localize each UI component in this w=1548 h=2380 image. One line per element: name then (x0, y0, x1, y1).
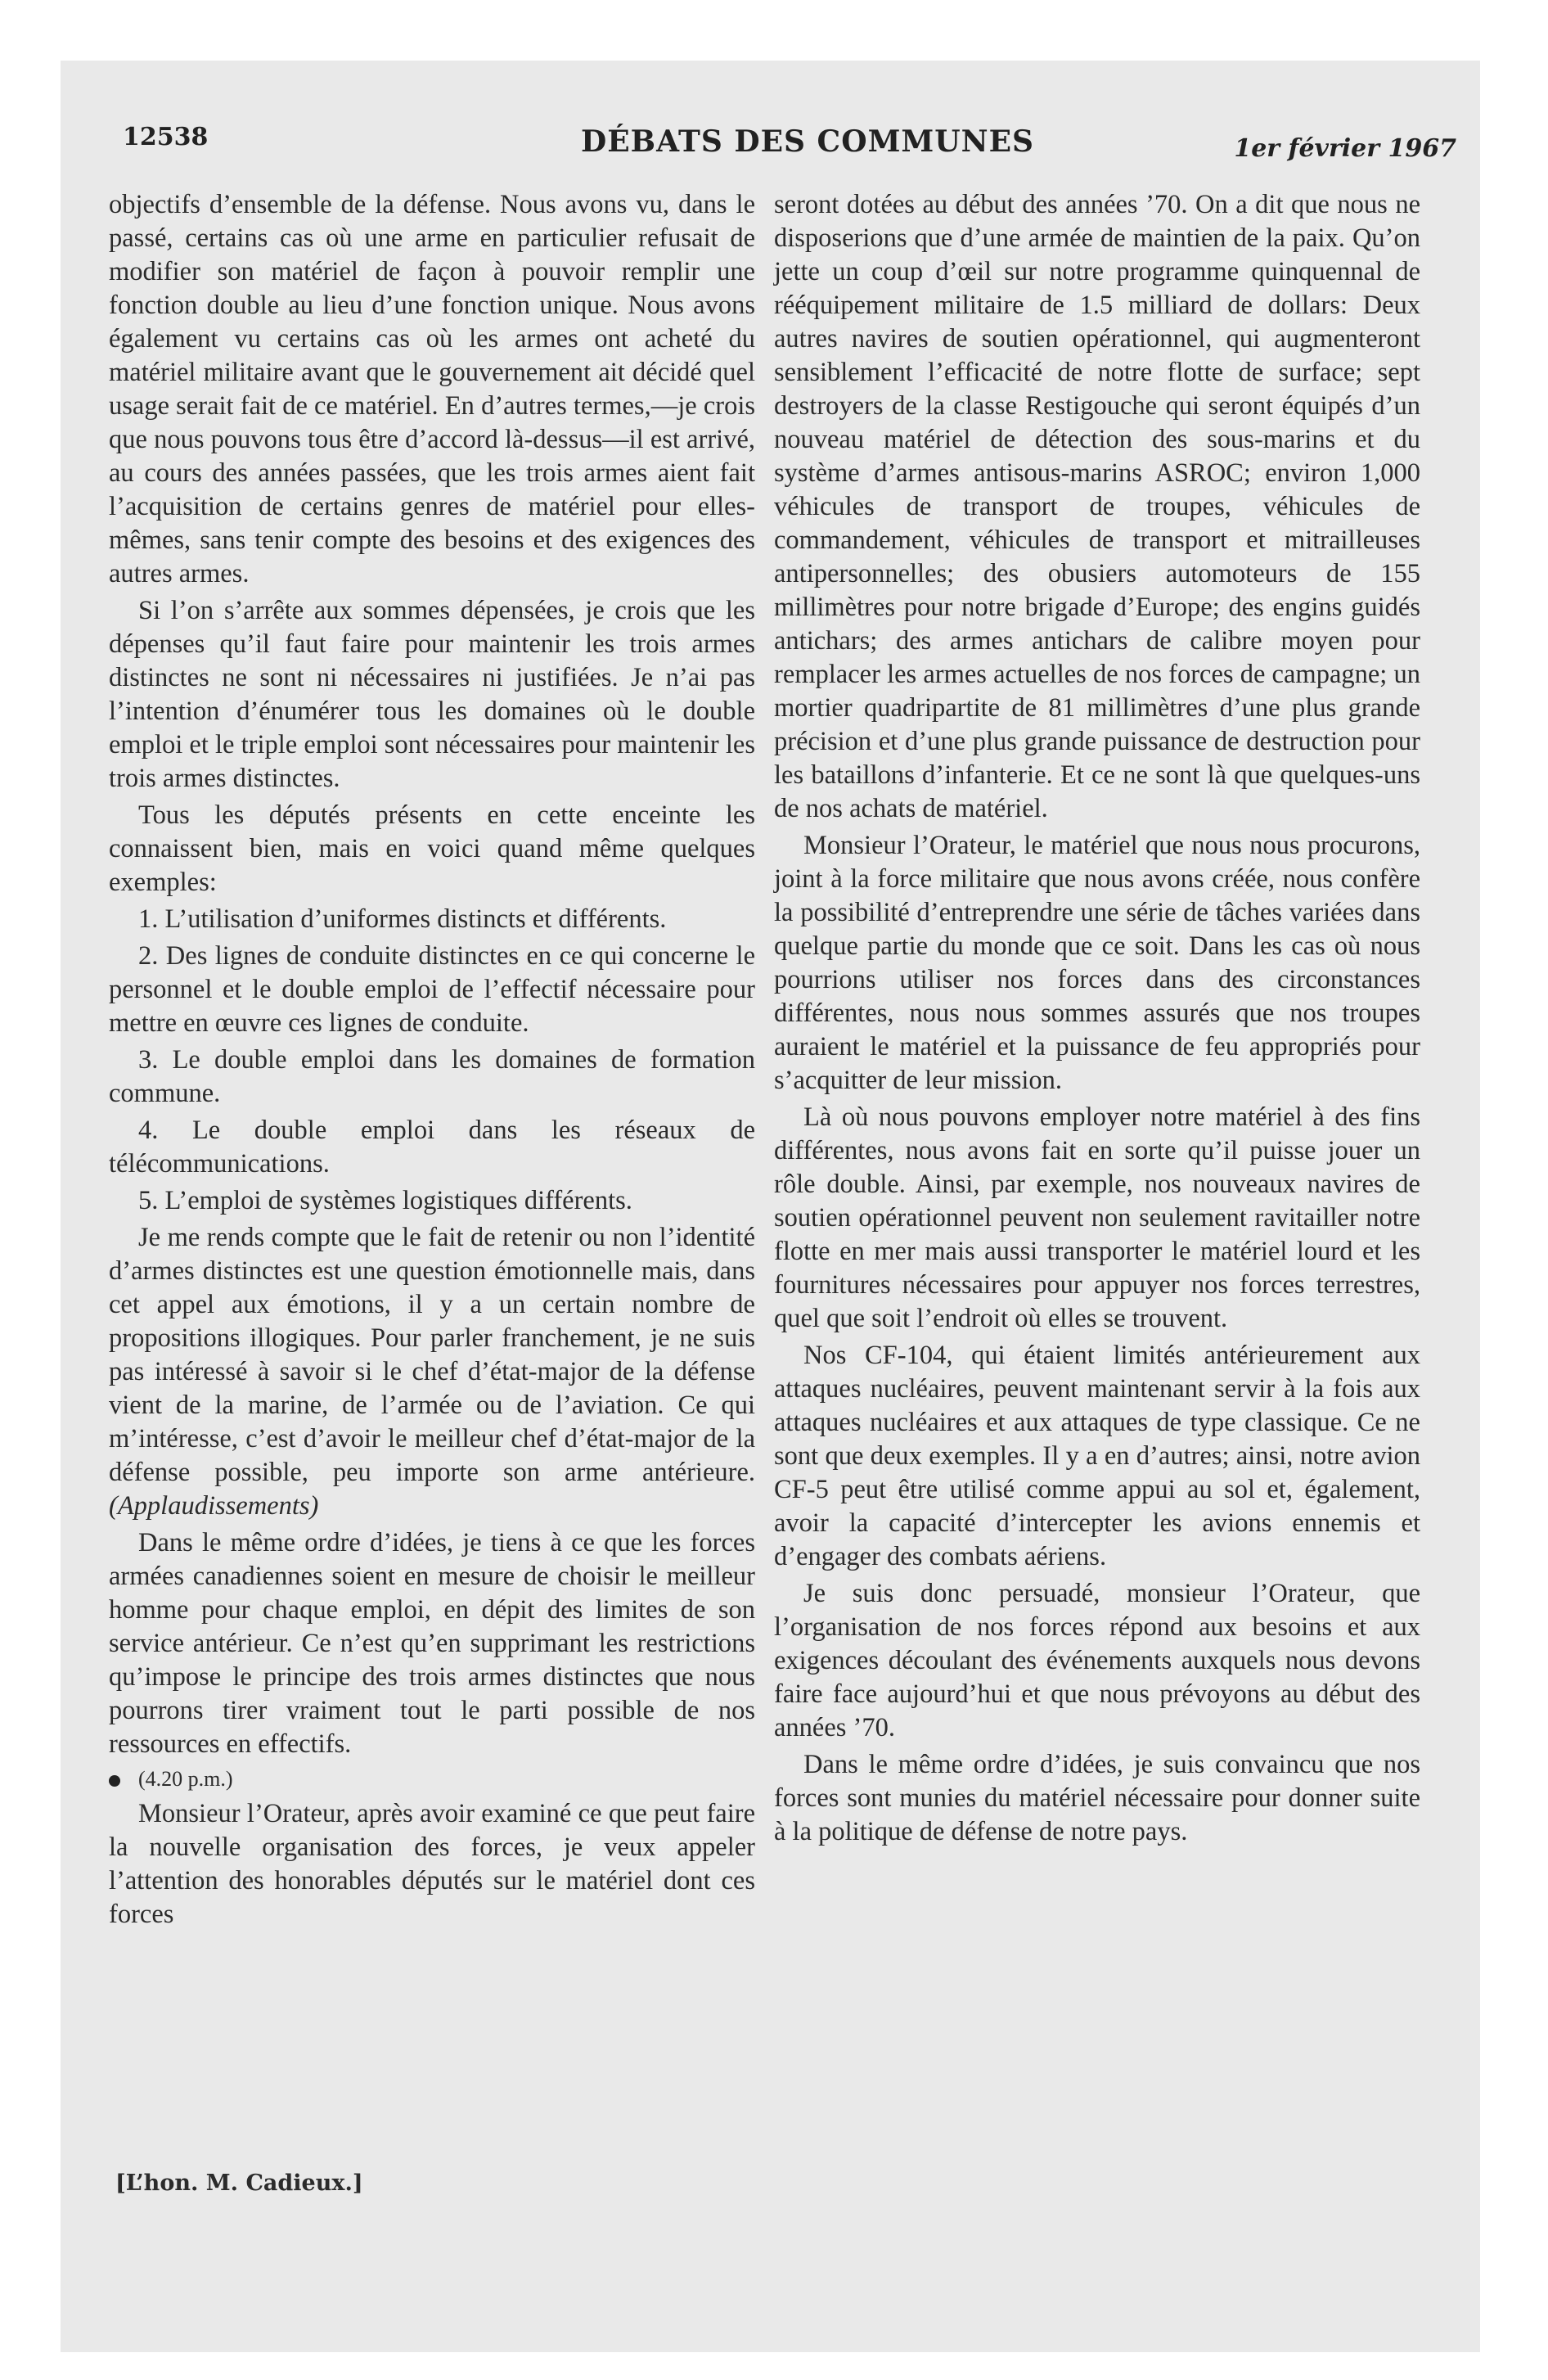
speaker-attribution: [L’hon. M. Cadieux.] (115, 2170, 363, 2196)
paragraph: Monsieur l’Orateur, le matériel que nous nous procurons, joint à la force militaire que nous avons créée, nous confère la possibilité d’entreprendre une série de tâches variées dans quelque partie du monde que ce soit. Dans les cas où nous pourrions utiliser nos forces dans des circonstances différentes, nous nous sommes assurés que nos troupes auraient le matériel et la puissance de feu appropriés pour s’acquitter de leur mission. (774, 831, 1420, 1095)
paragraph: Je suis donc persuadé, monsieur l’Orateur, que l’organisation de nos forces répond aux besoins et aux exigences découlant des événements auxquels nous devons faire face aujourd’hui et que nous prévoyons au début des années ’70. (774, 1579, 1420, 1742)
applause-note: (Applaudissements) (109, 1491, 319, 1521)
paragraph: Dans le même ordre d’idées, je tiens à ce que les forces armées canadiennes soient en mesure de choisir le meilleur homme pour chaque emploi, en dépit des limites de son service antérieur. Ce n’est qu’en supprimant les restrictions qu’impose le principe des trois armes distinctes que nous pourrons tirer vraiment tout le parti possible de nos ressources en effectifs. (109, 1528, 755, 1759)
paragraph: Si l’on s’arrête aux sommes dépensées, je crois que les dépenses qu’il faut faire pour maintenir les trois armes distinctes ne sont ni nécessaires ni justifiées. Je n’ai pas l’intention d’énumérer tous les domaines où le double emploi et le triple emploi sont nécessaires pour maintenir les trois armes distinctes. (109, 596, 755, 793)
page-header (123, 123, 1456, 172)
list-item: 4. Le double emploi dans les réseaux de télécommunications. (109, 1116, 755, 1179)
list-item: 3. Le double emploi dans les domaines de formation commune. (109, 1045, 755, 1108)
paragraph: objectifs d’ensemble de la défense. Nous avons vu, dans le passé, certains cas où une arme en particulier refusait de modifier son matériel de façon à pouvoir remplir une fonction double au lieu d’une fonction unique. Nous avons également vu certains cas où les armes ont acheté du matériel militaire avant que le gouvernement ait décidé quel usage serait fait de ce matériel. En d’autres termes,—je crois que nous pouvons tous être d’accord là-dessus—il est arrivé, au cours des années passées, que les trois armes aient fait l’acquisition de certains genres de matériel pour elles-mêmes, sans tenir compte des besoins et des exigences des autres armes. (109, 190, 755, 588)
paragraph: Nos CF-104, qui étaient limités antérieurement aux attaques nucléaires, peuvent maintenant servir à la fois aux attaques nucléaires et aux attaques de type classique. Ce ne sont que deux exemples. Il y a en d’autres; ainsi, notre avion CF-5 peut être utilisé comme appui au sol et, également, avoir la capacité d’intercepter les avions ennemis et d’engager des combats aériens. (774, 1341, 1420, 1571)
list-item: 1. L’utilisation d’uniformes distincts et différents. (138, 904, 667, 934)
paragraph-text: Je me rends compte que le fait de retenir ou non l’identité d’armes distinctes est une question émotionnelle mais, dans cet appel aux émotions, il y a un certain nombre de propositions illogiques. Pour parler franchement, je ne suis pas intéressé à savoir si le chef d’état-major de la défense vient de la marine, de l’armée ou de l’aviation. Ce qui m’intéresse, c’est d’avoir le meilleur chef d’état-major de la défense possible, peu importe son arme antérieure. (109, 1223, 755, 1487)
bullet-icon (109, 1775, 120, 1787)
paragraph: Monsieur l’Orateur, après avoir examiné ce que peut faire la nouvelle organisation des forces, je veux appeler l’attention des honorables députés sur le matériel dont ces forces (109, 1799, 755, 1929)
publication-title: DÉBATS DES COMMUNES (581, 124, 1035, 159)
time-marker (109, 1765, 755, 1794)
page-number: 12538 (123, 123, 209, 151)
list-item: 2. Des lignes de conduite distinctes en ce qui concerne le personnel et le double emploi de l’effectif nécessaire pour mettre en œuvre ces lignes de conduite. (109, 941, 755, 1038)
list-item: 5. L’emploi de systèmes logistiques différents. (138, 1186, 632, 1215)
paragraph: Tous les députés présents en cette enceinte les connaissent bien, mais en voici quand même quelques exemples: (109, 800, 755, 897)
left-column (109, 188, 755, 1935)
right-column (774, 188, 1420, 1852)
time-label: (4.20 p.m.) (138, 1767, 233, 1791)
paragraph-with-applause (109, 1221, 755, 1523)
issue-date: 1er février 1967 (1234, 134, 1456, 163)
paragraph: Dans le même ordre d’idées, je suis convaincu que nos forces sont munies du matériel nécessaire pour donner suite à la politique de défense de notre pays. (774, 1750, 1420, 1846)
paragraph: Là où nous pouvons employer notre matériel à des fins différentes, nous avons fait en sorte qu’il puisse jouer un rôle double. Ainsi, par exemple, nos nouveaux navires de soutien opérationnel peuvent non seulement ravitailler notre flotte en mer mais aussi transporter le matériel lourd et les fournitures nécessaires pour appuyer nos forces terrestres, quel que soit l’endroit où elles se trouvent. (774, 1102, 1420, 1333)
paragraph: seront dotées au début des années ’70. On a dit que nous ne disposerions que d’une armée de maintien de la paix. Qu’on jette un coup d’œil sur notre programme quinquennal de rééquipement militaire de 1.5 milliard de dollars: Deux autres navires de soutien opérationnel, qui augmenteront sensiblement l’efficacité de notre flotte de surface; sept destroyers de la classe Restigouche qui seront équipés d’un nouveau matériel de détection des sous-marins et du système d’armes antisous-marins ASROC; environ 1,000 véhicules de transport de troupes, véhicules de commandement, véhicules de transport et mitrailleuses antipersonnelles; des obusiers automoteurs de 155 millimètres pour notre brigade d’Europe; des engins guidés antichars; des armes antichars de calibre moyen pour remplacer les armes actuelles de nos forces de campagne; un mortier quadripartite de 81 millimètres d’une plus grande précision et d’une plus grande puissance de destruction pour les bataillons d’infanterie. Et ce ne sont là que quelques-uns de nos achats de matériel. (774, 190, 1420, 823)
